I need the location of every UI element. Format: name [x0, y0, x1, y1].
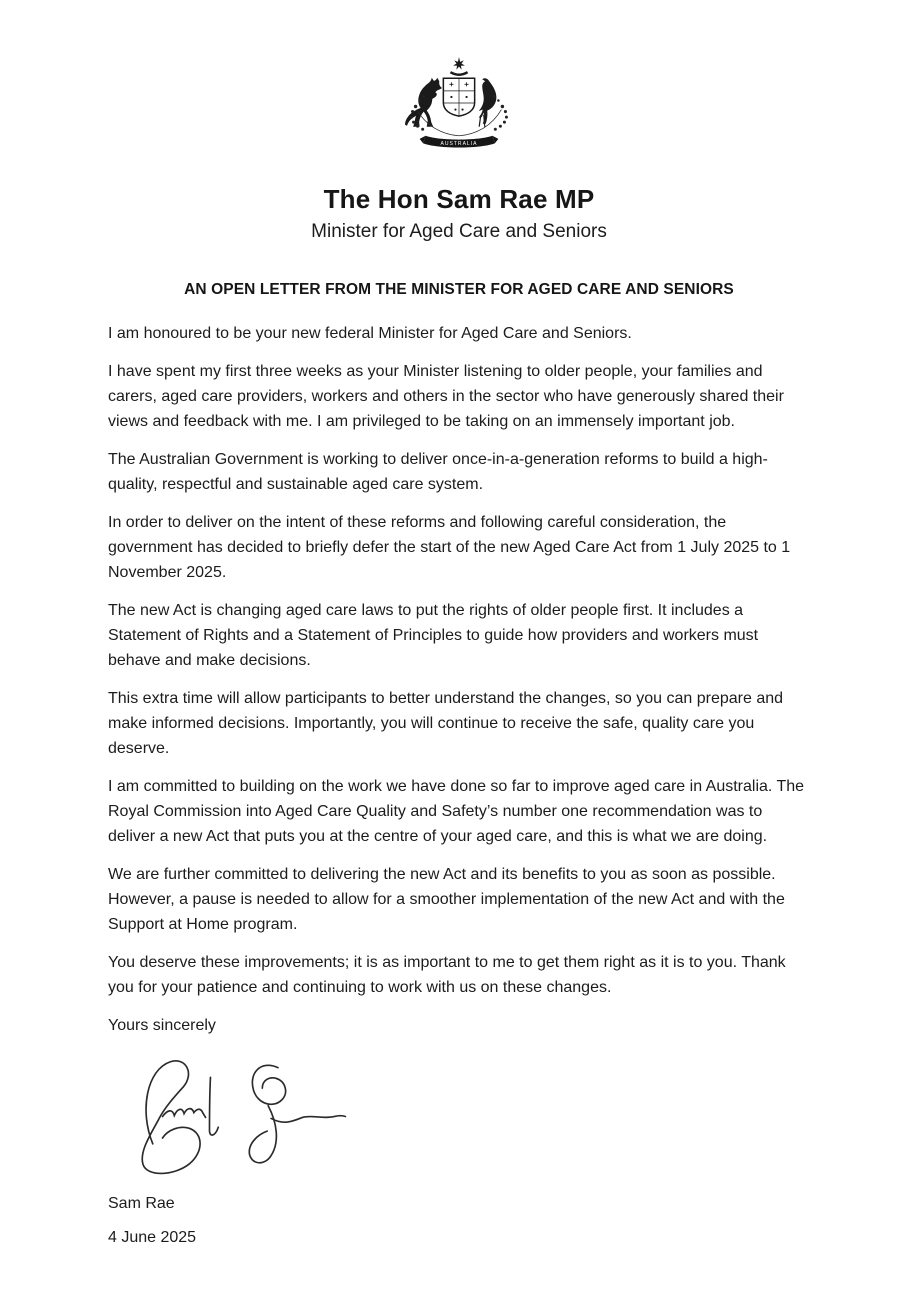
- letter-paragraph: I have spent my first three weeks as your Minister listening to older people, your families and carers, aged care providers, workers and others in the sector who have generously shared their views and feedback with me. I am privileged to be taking on an immensely important job.: [108, 363, 784, 430]
- letter-header: [0, 0, 918, 243]
- letter-paragraph: I am honoured to be your new federal Minister for Aged Care and Seniors.: [108, 325, 632, 342]
- letter-paragraph: In order to deliver on the intent of these reforms and following careful consideration, the government has decided to briefly defer the start of the new Aged Care Act from 1 July 2025 to 1 November 2025.: [108, 514, 791, 581]
- letter-paragraph: This extra time will allow participants to better understand the changes, so you can prepare and make informed decisions. Importantly, you will continue to receive the safe, quality care you deserve.: [108, 690, 784, 757]
- emu-icon: [479, 78, 497, 123]
- signature-image: [112, 1050, 350, 1182]
- letter-paragraph: The Australian Government is working to deliver once-in-a-generation reforms to build a high-quality, respectful and sustainable aged care system.: [108, 451, 768, 493]
- letter-paragraph: We are further committed to delivering the new Act and its benefits to you as soon as possible. However, a pause is needed to allow for a smoother implementation of the new Act and with the Support at Home program.: [108, 866, 785, 933]
- signature: [112, 1050, 918, 1187]
- scroll-banner-text: AUSTRALIA: [440, 140, 478, 147]
- kangaroo-icon: [413, 78, 442, 127]
- letter-heading: AN OPEN LETTER FROM THE MINISTER FOR AGED CARE AND SENIORS: [184, 281, 734, 298]
- minister-name-title: The Hon Sam Rae MP: [323, 184, 595, 214]
- minister-portfolio-subtitle: Minister for Aged Care and Seniors: [311, 221, 607, 242]
- letter-date: 4 June 2025: [108, 1229, 197, 1246]
- commonwealth-star-icon: [453, 57, 465, 70]
- closing-salutation: Yours sincerely: [108, 1017, 216, 1034]
- letter-paragraph: The new Act is changing aged care laws to put the rights of older people first. It includes a Statement of Rights and a Statement of Principles to guide how providers and workers must behave and make decisions.: [108, 602, 759, 669]
- letter-body: [108, 321, 812, 1000]
- letter-paragraph: You deserve these improvements; it is as important to me to get them right as it is to you. Thank you for your patience and continuing to work with us on these changes.: [108, 954, 786, 996]
- letter-paragraph: I am committed to building on the work we have done so far to improve aged care in Australia. The Royal Commission into Aged Care Quality and Safety’s number one recommendation was to deliver a new Act that puts you at the centre of your aged care, and this is what we are doing.: [108, 778, 805, 845]
- signatory-name: Sam Rae: [108, 1195, 175, 1212]
- australian-coat-of-arms-icon: [0, 50, 918, 162]
